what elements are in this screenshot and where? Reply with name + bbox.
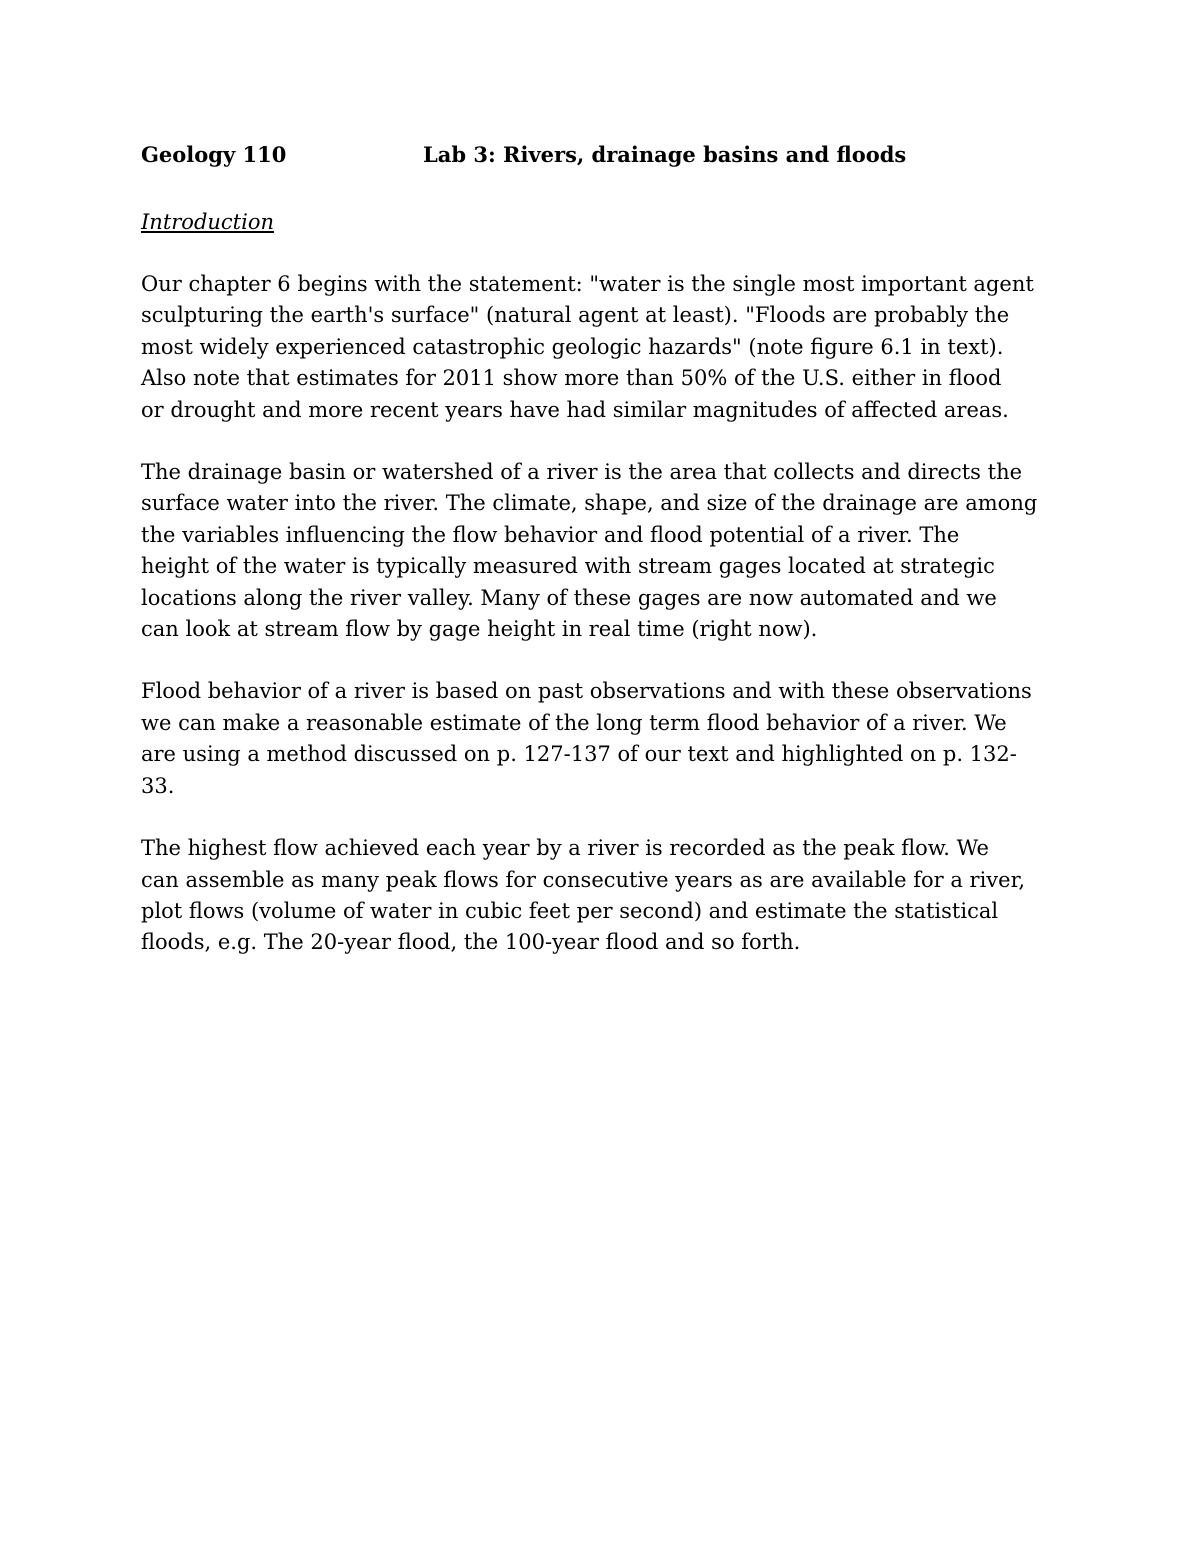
- document-header: [141, 142, 1081, 176]
- paragraph-drainage-basin: The drainage basin or watershed of a river is the area that collects and directs the surface water into the river. The climate, shape, and size of the drainage are among the variables influencing the flow behavior and flood potential of a river. The height of the water is typically measured with stream gages located at strategic locations along the river valley. Many of these gages are now automated and we can look at stream flow by gage height in real time (right now).: [141, 460, 1038, 642]
- section-heading-introduction: Introduction: [141, 210, 274, 234]
- course-title: Geology 110: [141, 142, 287, 167]
- document-page: [141, 142, 1081, 959]
- lab-title: Lab 3: Rivers, drainage basins and floods: [423, 142, 907, 167]
- paragraph-flood-behavior: Flood behavior of a river is based on past observations and with these observations we can make a reasonable estimate of the long term flood behavior of a river. We are using a method discussed on p. 127-137 of our text and highlighted on p. 132- 33.: [141, 679, 1032, 798]
- paragraph-intro: Our chapter 6 begins with the statement: "water is the single most important agent sculpturing the earth's surface" (natural agent at least). "Floods are probably the most widely experienced catastrophic geologic hazards" (note figure 6.1 in text). Also note that estimates for 2011 show more than 50% of the U.S. either in flood or drought and more recent years have had similar magnitudes of affected areas.: [141, 272, 1034, 422]
- paragraph-peak-flow: The highest flow achieved each year by a river is recorded as the peak flow. We can assemble as many peak flows for consecutive years as are available for a river, plot flows (volume of water in cubic feet per second) and estimate the statistical floods, e.g. The 20-year flood, the 100-year flood and so forth.: [141, 836, 1025, 955]
